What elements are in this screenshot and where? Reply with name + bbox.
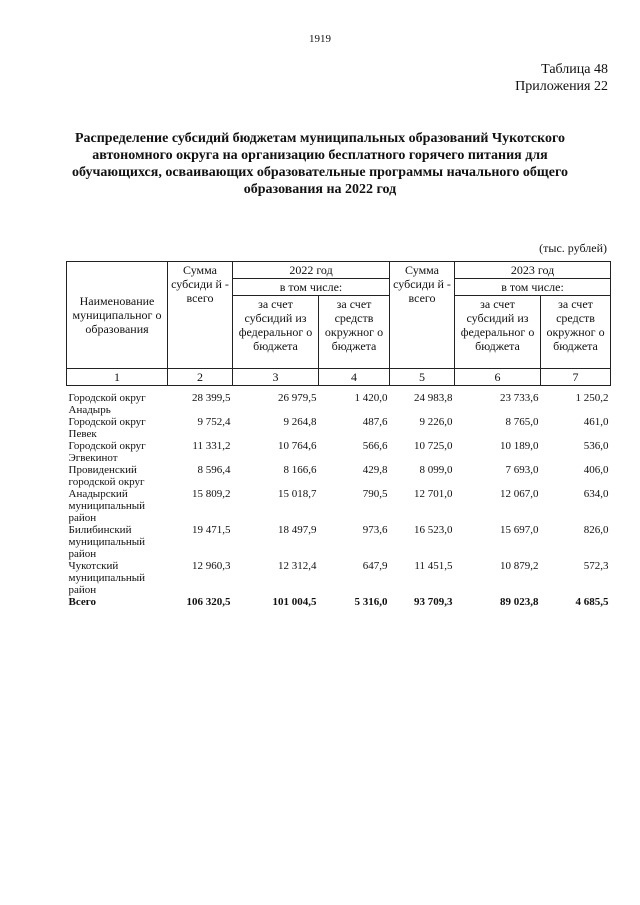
cell-value: 10 725,0 bbox=[414, 440, 453, 452]
total-value: 89 023,8 bbox=[500, 596, 539, 608]
row-municipality: Городской округ Певек bbox=[68, 416, 146, 440]
cell-value: 487,6 bbox=[362, 416, 388, 428]
cell-value: 10 764,6 bbox=[278, 440, 317, 452]
cell-value: 429,8 bbox=[362, 464, 388, 476]
cell-value: 11 331,2 bbox=[192, 440, 231, 452]
cell-value: 15 018,7 bbox=[278, 488, 317, 500]
cell-value: 461,0 bbox=[583, 416, 609, 428]
total-value: 106 320,5 bbox=[186, 596, 231, 608]
cell-value: 24 983,8 bbox=[414, 392, 453, 404]
cell-value: 8 765,0 bbox=[505, 416, 539, 428]
cell-value: 634,0 bbox=[583, 488, 609, 500]
row-municipality: Анадырский муниципальный район bbox=[68, 488, 146, 524]
table-row bbox=[67, 464, 611, 488]
header-name: Наименование муниципальног о образования bbox=[67, 262, 168, 369]
cell-value: 12 312,4 bbox=[278, 560, 317, 572]
row-municipality: Провиденский городской округ bbox=[68, 464, 145, 488]
cell-value: 8 099,0 bbox=[419, 464, 453, 476]
cell-value: 1 420,0 bbox=[354, 392, 388, 404]
cell-value: 28 399,5 bbox=[192, 392, 231, 404]
cell-value: 9 264,8 bbox=[283, 416, 317, 428]
header-federal-2022: за счет субсидий из федеральног о бюджета bbox=[233, 296, 319, 369]
total-value: 5 316,0 bbox=[354, 596, 388, 608]
table-row bbox=[67, 560, 611, 596]
page-number: 1919 bbox=[309, 33, 331, 45]
table-ref-line1: Таблица 48 bbox=[541, 62, 608, 77]
table-row bbox=[67, 392, 611, 416]
header-sum-2022: Сумма субсиди й - всего bbox=[168, 262, 233, 369]
cell-value: 12 067,0 bbox=[500, 488, 539, 500]
document-title: Распределение субсидий бюджетам муниципальных образований Чукотского автономного округа на организацию бесплатного горячего питания для обучающихся, осваивающих образовательные программы начального общего образования на 2022 год bbox=[72, 131, 568, 197]
total-label: Всего bbox=[68, 596, 96, 608]
header-year-2023: 2023 год bbox=[455, 262, 611, 279]
cell-value: 9 752,4 bbox=[197, 416, 231, 428]
cell-value: 1 250,2 bbox=[575, 392, 609, 404]
cell-value: 16 523,0 bbox=[414, 524, 453, 536]
subsidy-table bbox=[66, 261, 611, 608]
cell-value: 18 497,9 bbox=[278, 524, 317, 536]
cell-value: 647,9 bbox=[362, 560, 388, 572]
header-sum-2023: Сумма субсиди й - всего bbox=[390, 262, 455, 369]
cell-value: 566,6 bbox=[362, 440, 388, 452]
cell-value: 406,0 bbox=[583, 464, 609, 476]
cell-value: 15 697,0 bbox=[500, 524, 539, 536]
table-row bbox=[67, 440, 611, 464]
cell-value: 23 733,6 bbox=[500, 392, 539, 404]
header-including-2023: в том числе: bbox=[455, 279, 611, 296]
row-municipality: Чукотский муниципальный район bbox=[68, 560, 146, 596]
header-district-2022: за счет средств окружног о бюджета bbox=[319, 296, 390, 369]
header-including-2022: в том числе: bbox=[233, 279, 390, 296]
cell-value: 790,5 bbox=[362, 488, 388, 500]
total-row bbox=[67, 596, 611, 608]
col-number: 2 bbox=[168, 369, 233, 386]
total-value: 93 709,3 bbox=[414, 596, 453, 608]
cell-value: 19 471,5 bbox=[192, 524, 231, 536]
col-number: 3 bbox=[233, 369, 319, 386]
col-number: 5 bbox=[390, 369, 455, 386]
cell-value: 826,0 bbox=[583, 524, 609, 536]
header-federal-2023: за счет субсидий из федеральног о бюджета bbox=[455, 296, 541, 369]
row-municipality: Городской округ Эгвекинот bbox=[68, 440, 146, 464]
table-reference bbox=[515, 61, 608, 95]
cell-value: 12 701,0 bbox=[414, 488, 453, 500]
cell-value: 11 451,5 bbox=[414, 560, 453, 572]
cell-value: 10 879,2 bbox=[500, 560, 539, 572]
cell-value: 15 809,2 bbox=[192, 488, 231, 500]
col-number: 6 bbox=[455, 369, 541, 386]
row-municipality: Городской округ Анадырь bbox=[68, 392, 146, 416]
total-value: 101 004,5 bbox=[272, 596, 317, 608]
row-municipality: Билибинский муниципальный район bbox=[68, 524, 146, 560]
col-number: 1 bbox=[67, 369, 168, 386]
cell-value: 536,0 bbox=[583, 440, 609, 452]
table-row bbox=[67, 416, 611, 440]
cell-value: 12 960,3 bbox=[192, 560, 231, 572]
table-row bbox=[67, 488, 611, 524]
header-year-2022: 2022 год bbox=[233, 262, 390, 279]
cell-value: 973,6 bbox=[362, 524, 388, 536]
table-row bbox=[67, 524, 611, 560]
col-number: 4 bbox=[319, 369, 390, 386]
table-ref-line2: Приложения 22 bbox=[515, 79, 608, 94]
cell-value: 7 693,0 bbox=[505, 464, 539, 476]
cell-value: 8 166,6 bbox=[283, 464, 317, 476]
header-district-2023: за счет средств окружног о бюджета bbox=[541, 296, 611, 369]
cell-value: 8 596,4 bbox=[197, 464, 231, 476]
cell-value: 26 979,5 bbox=[278, 392, 317, 404]
cell-value: 572,3 bbox=[583, 560, 609, 572]
cell-value: 10 189,0 bbox=[500, 440, 539, 452]
cell-value: 9 226,0 bbox=[419, 416, 453, 428]
units-label: (тыс. рублей) bbox=[539, 241, 607, 255]
col-number: 7 bbox=[541, 369, 611, 386]
total-value: 4 685,5 bbox=[575, 596, 609, 608]
